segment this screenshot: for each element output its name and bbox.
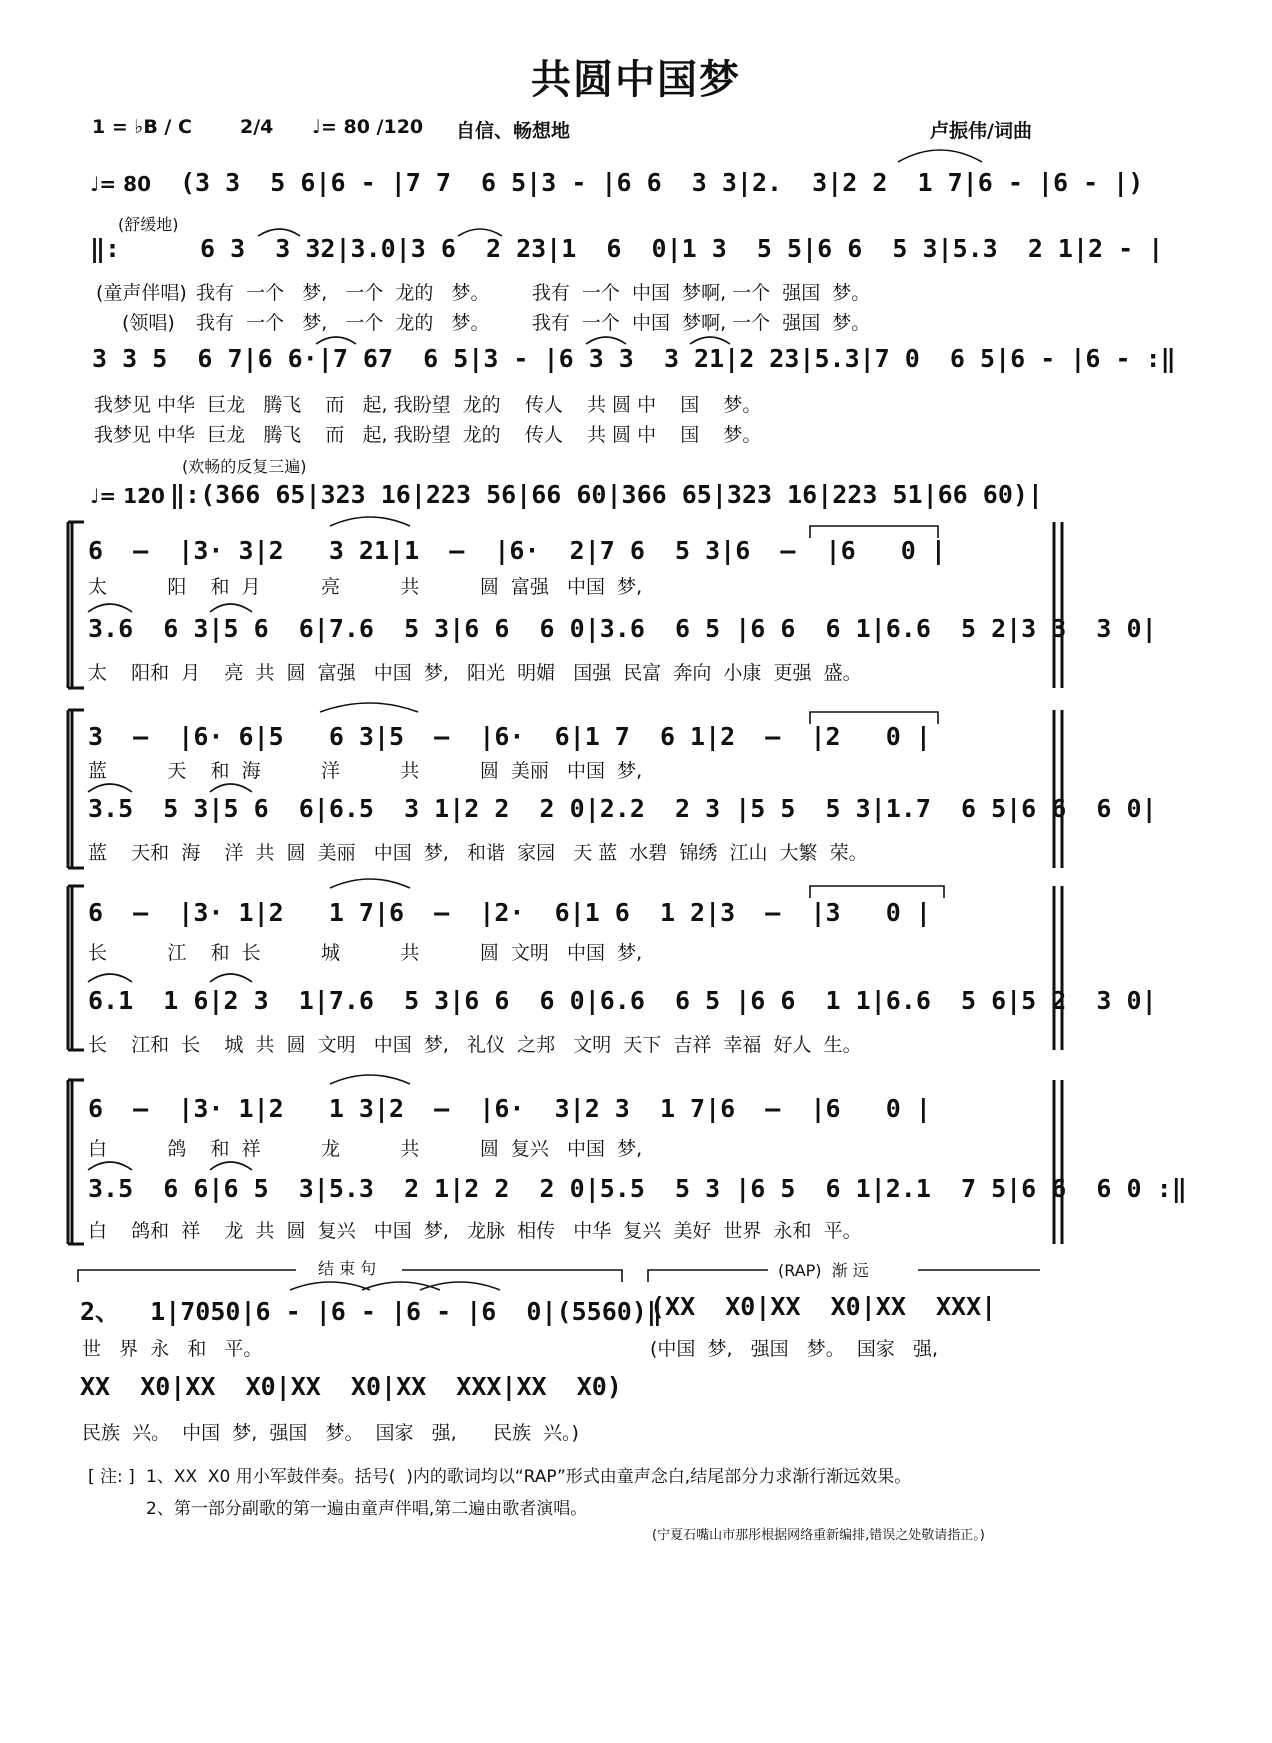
rap-lyric: (中国 梦, 强国 梦。 国家 强, — [650, 1338, 939, 1360]
chorus-3-back: 6.1 1 6|2 3 1|7.6 5 3|6 6 6 0|6.6 6 5 |6 6 1 1|6.6 5 6|5 2 3 0| — [88, 986, 1157, 1015]
ending-notes: 2、 1|7050|6 - |6 - |6 - |6 0|(5560)‖ — [80, 1297, 662, 1326]
chorus-2-melody-lyric: 蓝 天 和 海 洋 共 圆 美丽 中国 梦, — [88, 760, 643, 782]
verse-row2-lyric-b: 我梦见 中华 巨龙 腾飞 而 起, 我盼望 龙的 传人 共 圆 中 国 梦。 — [94, 424, 762, 446]
footnote-line-2: 2、第一部分副歌的第一遍由童声伴唱,第二遍由歌者演唱。 — [146, 1499, 588, 1519]
chorus-2-back-lyric: 蓝 天和 海 洋 共 圆 美丽 中国 梦, 和谐 家园 天 蓝 水碧 锦绣 江山 大繁 荣。 — [88, 842, 868, 864]
verse-mark: (舒缓地) — [118, 215, 179, 234]
chorus-2-melody: 3 — |6· 6|5 6 3|5 — |6· 6|1 7 6 1|2 — |2 0 | — [88, 722, 931, 751]
rap-notes: (XX X0|XX X0|XX XXX| — [650, 1292, 997, 1321]
song-title: 共圆中国梦 — [531, 57, 741, 103]
time-signature: 2/4 — [240, 116, 274, 138]
arranger-credit: (宁夏石嘴山市那彤根据网络重新编排,错误之处敬请指正。) — [652, 1528, 985, 1543]
chorus-4-back-lyric: 白 鸽和 祥 龙 共 圆 复兴 中国 梦, 龙脉 相传 中华 复兴 美好 世界 永和 平。 — [88, 1220, 862, 1242]
verse-row2-notes: 3 3 5 6 7|6 6·|7 67 6 5|3 - |6 3 3 3 21|2 23|5.3|7 0 6 5|6 - |6 - :‖ — [92, 344, 1176, 373]
chorus-1-back-lyric: 太 阳和 月 亮 共 圆 富强 中国 梦, 阳光 明媚 国强 民富 奔向 小康 更强 盛。 — [88, 662, 862, 684]
key-signature: 1 = ♭B / C — [92, 116, 192, 138]
chorus-intro-mark: (欢畅的反复三遍) — [182, 457, 307, 476]
chorus-4-back: 3.5 6 6|6 5 3|5.3 2 1|2 2 2 0|5.5 5 3 |6 5 6 1|2.1 7 5|6 6 6 0 :‖ — [88, 1174, 1187, 1203]
chorus-4-melody-lyric: 白 鸽 和 祥 龙 共 圆 复兴 中国 梦, — [88, 1138, 643, 1160]
footnote-line-1: 1、XX X0 用小军鼓伴奏。括号( )内的歌词均以“RAP”形式由童声念白,结尾部分力求渐行渐远效果。 — [146, 1467, 912, 1487]
chorus-3-melody-lyric: 长 江 和 长 城 共 圆 文明 中国 梦, — [88, 942, 643, 964]
chorus-1-back: 3.6 6 3|5 6 6|7.6 5 3|6 6 6 0|3.6 6 5 |6 6 6 1|6.6 5 2|3 3 3 0| — [88, 614, 1157, 643]
chorus-1-melody-lyric: 太 阳 和 月 亮 共 圆 富强 中国 梦, — [88, 576, 643, 598]
ending-lyric: 世 界 永 和 平。 — [82, 1338, 263, 1360]
chorus-4-melody: 6 — |3· 1|2 1 3|2 — |6· 3|2 3 1 7|6 — |6 0 | — [88, 1094, 931, 1123]
verse-row1-lyric-b: 我有 一个 梦, 一个 龙的 梦。 我有 一个 中国 梦啊, 一个 强国 梦。 — [196, 312, 871, 334]
chorus-2-back: 3.5 5 3|5 6 6|6.5 3 1|2 2 2 0|2.2 2 3 |5 5 5 3|1.7 6 5|6 6 6 0| — [88, 794, 1157, 823]
verse-row1-lyric-a-label: (童声伴唱) — [96, 282, 187, 304]
mood-marking: 自信、畅想地 — [456, 120, 571, 142]
chorus-intro-tempo: ♩= 120 — [90, 484, 165, 508]
verse-row2-lyric-a: 我梦见 中华 巨龙 腾飞 而 起, 我盼望 龙的 传人 共 圆 中 国 梦。 — [94, 394, 762, 416]
verse-row1-lyric-b-label: (领唱) — [122, 312, 175, 334]
intro-tempo: ♩= 80 — [90, 172, 151, 196]
intro-notes: (3 3 5 6|6 - |7 7 6 5|3 - |6 6 3 3|2. 3|2 2 1 7|6 - |6 - |) — [180, 168, 1144, 197]
chorus-1-melody: 6 — |3· 3|2 3 21|1 — |6· 2|7 6 5 3|6 — |6 0 | — [88, 536, 946, 565]
rap-lyric-2: 民族 兴。 中国 梦, 强国 梦。 国家 强, 民族 兴。) — [82, 1422, 579, 1444]
rap-label: (RAP) 渐 远 — [778, 1261, 869, 1280]
footnote-tag: [ 注: ] — [88, 1467, 135, 1487]
rap-notes-2: XX X0|XX X0|XX X0|XX XXX|XX X0) — [80, 1372, 622, 1401]
verse-row1-notes: 6 3 3 32|3.0|3 6 2 23|1 6 0|1 3 5 5|6 6 5 3|5.3 2 1|2 - | — [200, 234, 1164, 263]
ending-label: 结 束 句 — [318, 1259, 377, 1278]
verse-row1-lyric-a: 我有 一个 梦, 一个 龙的 梦。 我有 一个 中国 梦啊, 一个 强国 梦。 — [196, 282, 871, 304]
author-credit: 卢振伟/词曲 — [930, 120, 1032, 142]
chorus-intro-notes: ‖:(366 65|323 16|223 56|66 60|366 65|323 16|223 51|66 60)| — [170, 480, 1043, 509]
tempo-marking: ♩= 80 /120 — [312, 116, 424, 138]
chorus-3-melody: 6 — |3· 1|2 1 7|6 — |2· 6|1 6 1 2|3 — |3 0 | — [88, 898, 931, 927]
verse-repeat-start: ‖: — [90, 234, 121, 263]
chorus-3-back-lyric: 长 江和 长 城 共 圆 文明 中国 梦, 礼仪 之邦 文明 天下 吉祥 幸福 好人 生。 — [88, 1034, 862, 1056]
